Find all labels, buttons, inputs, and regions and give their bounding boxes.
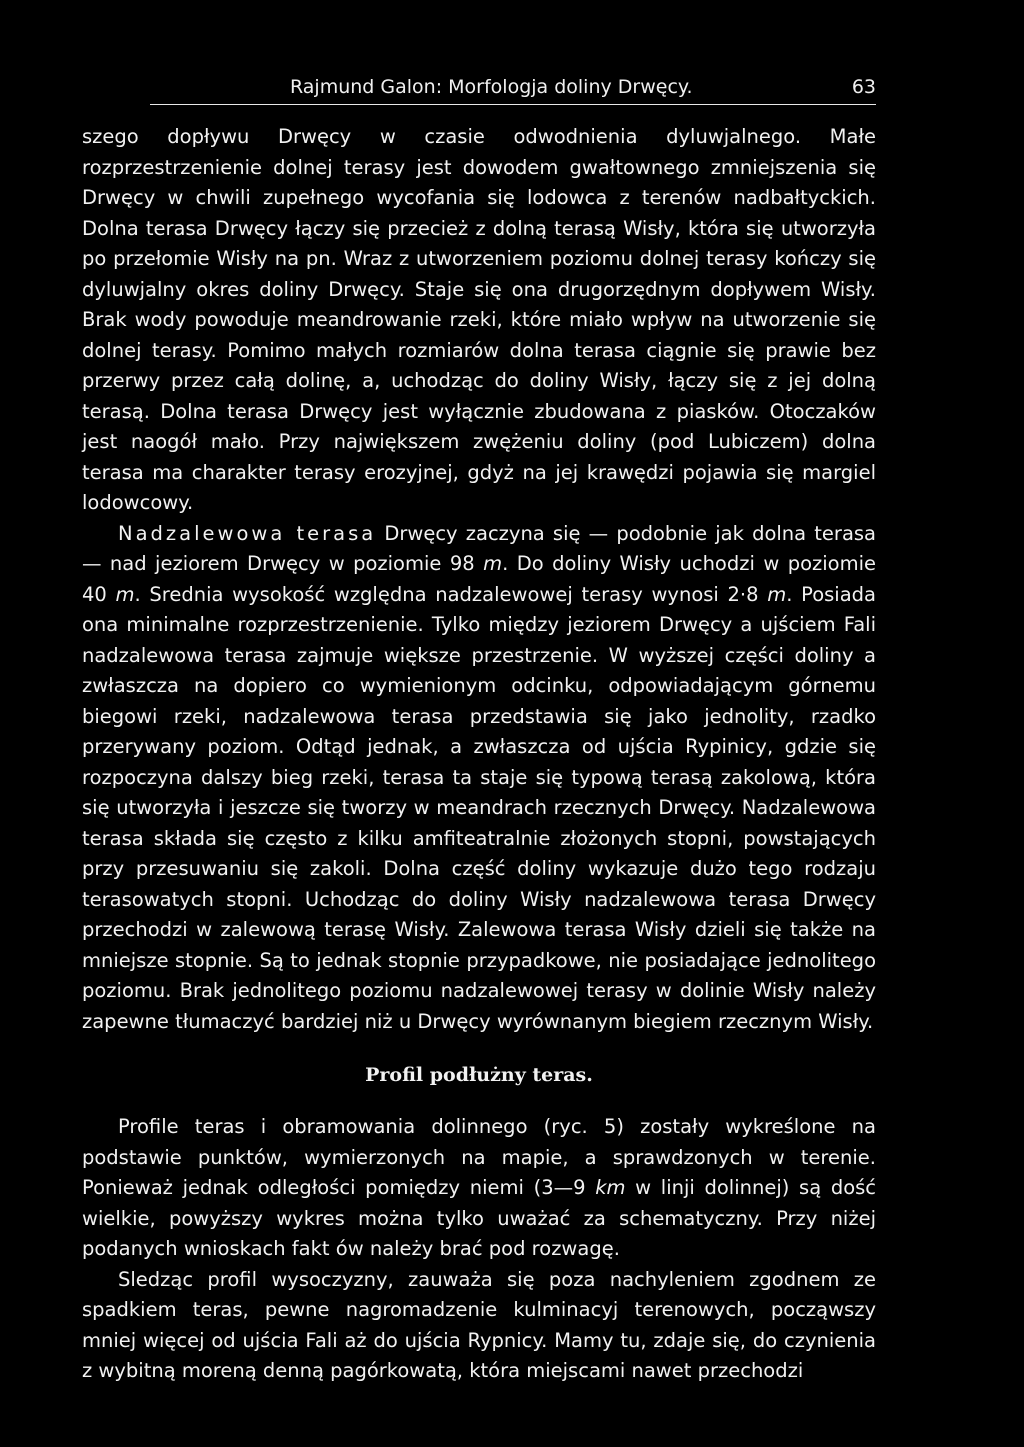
paragraph-text: w linji dolinnej) są dość wielkie, powyższy wykres można tylko uważać za schematyczny. Przy niżej podanych wnioskach fakt ów należy brać pod rozwagę. bbox=[82, 1176, 877, 1260]
page-number: 63 bbox=[851, 76, 876, 98]
unit-kilometers: km bbox=[595, 1176, 626, 1199]
spaced-term: Nadzalewowa terasa bbox=[118, 521, 377, 545]
paragraph-text: . Do doliny Wisły uchodzi w poziomie 40 bbox=[82, 552, 876, 606]
unit-meters: m bbox=[115, 582, 135, 606]
paragraph-text: . Srednia wysokość względna nadzalewowej terasy wynosi 2·8 bbox=[134, 582, 768, 606]
unit-meters: m bbox=[767, 582, 787, 606]
paragraph-text: . Posiada ona minimalne rozprzestrzenienie. Tylko między jeziorem Drwęcy a ujściem Fali nadzalewowa terasa zajmuje większe przestrzenie. W wyższej części doliny a zwłaszcza na dopiero co wymienionym odcinku, odpowiadającym górnemu biegowi rzeki, nadzalewowa terasa przedstawia się jako jednolity, rzadko przerywany poziom. Odtąd jednak, a zwłaszcza od ujścia Rypinicy, gdzie się rozpoczyna dalszy bieg rzeki, terasa ta staje się typową terasą zakolową, która się utworzyła i jeszcze się tworzy w meandrach rzecznych Drwęcy. Nadzalewowa terasa składa się często z kilku amfiteatralnie złożonych stopni, powstających przy przesuwaniu się zakoli. Dolna część doliny wykazuje dużo tego rodzaju terasowatych stopni. Uchodząc do doliny Wisły nadzalewowa terasa Drwęcy przechodzi w zalewową terasę Wisły. Zalewowa terasa Wisły dzieli się także na mniejsze stopnie. Są to jednak stopnie przypadkowe, nie posiadające jednolitego poziomu. Brak jednolitego poziomu nadzalewowej terasy w dolinie Wisły należy zapewne tłumaczyć bardziej niż u Drwęcy wyrównanym biegiem rzecznym Wisły. bbox=[82, 582, 876, 1033]
paragraph-text: Drwęcy zaczyna się — podobnie jak dolna terasa — nad jeziorem Drwęcy w poziomie 98 bbox=[82, 521, 876, 575]
paragraph-text: Profile teras i obramowania dolinnego (ryc. 5) zostały wykreślone na podstawie punktów, wymierzonych na mapie, a sprawdzonych w terenie. Ponieważ jednak odległości pomiędzy niemi (3—9 bbox=[82, 1115, 876, 1199]
body-text bbox=[82, 122, 876, 1387]
paragraph-profiles bbox=[82, 1112, 876, 1265]
running-head bbox=[150, 76, 876, 105]
unit-meters: m bbox=[483, 552, 503, 575]
running-title: Rajmund Galon: Morfologja doliny Drwęcy. bbox=[290, 76, 693, 98]
section-heading: Profil podłużny teras. bbox=[365, 1064, 593, 1086]
paragraph-lower-terrace: szego dopływu Drwęcy w czasie odwodnienia dyluwjalnego. Małe rozprzestrzenienie dolnej terasy jest dowodem gwałtownego zmniejszenia się Drwęcy w chwili zupełnego wycofania się lodowca z terenów nadbałtyckich. Dolna terasa Drwęcy łączy się przecież z dolną terasą Wisły, która się utworzyła po przełomie Wisły na pn. Wraz z utworzeniem poziomu dolnej terasy kończy się dyluwjalny okres doliny Drwęcy. Staje się ona drugorzędnym dopływem Wisły. Brak wody powoduje meandrowanie rzeki, które miało wpływ na utworzenie się dolnej terasy. Pomimo małych rozmiarów dolna terasa ciągnie się prawie bez przerwy przez całą dolinę, a, uchodząc do doliny Wisły, łączy się z jej dolną terasą. Dolna terasa Drwęcy jest wyłącznie zbudowana z piasków. Otoczaków jest naogół mało. Przy największem zwężeniu doliny (pod Lubiczem) dolna terasa ma charakter terasy erozyjnej, gdyż na jej krawędzi pojawia się margiel lodowcowy. bbox=[82, 125, 876, 514]
paragraph-upland-profile: Sledząc profil wysoczyzny, zauważa się poza nachyleniem zgodnem ze spadkiem teras, pewne nagromadzenie kulminacyj terenowych, począwszy mniej więcej od ujścia Fali aż do ujścia Rypnicy. Mamy tu, zdaje się, do czynienia z wybitną moreną denną pagórkowatą, która miejscami nawet przechodzi bbox=[82, 1267, 876, 1382]
paragraph-upper-terrace bbox=[82, 519, 876, 1038]
